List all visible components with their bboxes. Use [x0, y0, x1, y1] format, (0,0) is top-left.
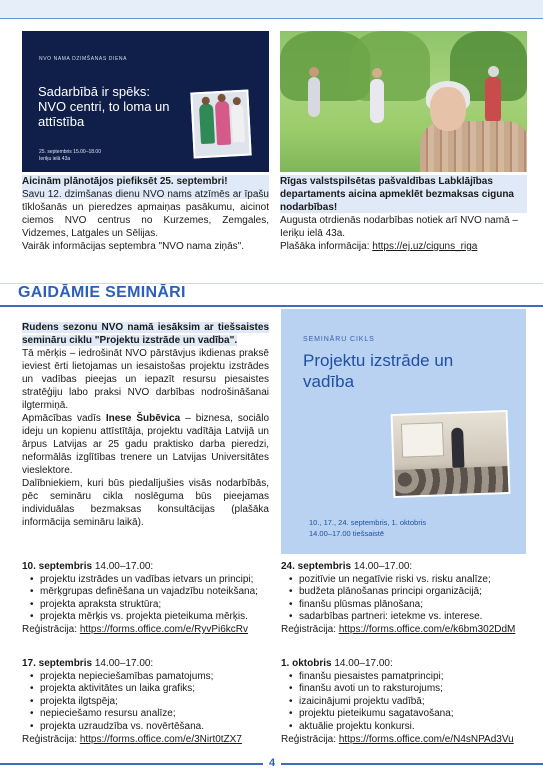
topic-item: • projekta apraksta struktūra;	[22, 599, 272, 612]
event-heading: Aicinām plānotājos piefiksēt 25. septembri!	[22, 176, 228, 187]
session-date: 1. oktobris	[281, 658, 332, 669]
event-banner-image	[22, 31, 269, 172]
section-title: GAIDĀMIE SEMINĀRI	[18, 284, 186, 301]
top-band	[0, 0, 543, 19]
banner-date: 25. septembris 15.00–18.00 Ieriķu ielā 43a	[39, 149, 101, 162]
topic-item: • aktuālie projektu konkursi.	[281, 721, 531, 734]
session-date: 24. septembris	[281, 561, 352, 572]
registration-link[interactable]: https://forms.office.com/e/N4sNPAd3Vu	[338, 733, 514, 745]
qigong-caption	[280, 175, 527, 253]
seminar-intro	[22, 321, 269, 529]
banner-kicker: NVO NAMA DZIMŠANAS DIENA	[39, 56, 128, 62]
qigong-photo	[280, 31, 527, 172]
event-more: Vairāk informācijas septembra "NVO nama ziņās".	[22, 241, 244, 252]
topic-item: • projekta mērķis vs. projekta pieteikuma mērķis.	[22, 611, 272, 624]
seminar-kicker: SEMINĀRU CIKLS	[303, 336, 375, 343]
topic-item: • budžeta plānošanas principi organizācijā;	[281, 586, 531, 599]
event-caption	[22, 175, 269, 253]
intro-consultations: Dalībniekiem, kuri būs piedalījušies visās nodarbībās, pēc semināru cikla noslēguma būs pieejamas individuālas bezmaksas konsultācijas (plašāka informācija semināru laikā).	[22, 478, 269, 528]
event-body: Savu 12. dzimšanas dienu NVO nams atzīmēs ar īpašu tīklošanās un pieredzes apmaiņas pasākumu, aicinot ciemos NVO centrus no Kurzemes, Zemgales, Vidzemes, Latgales un Sēlijas.	[22, 189, 269, 239]
qigong-heading: Rīgas valstspilsētas pašvaldības Labklājības departaments aicina apmeklēt bezmaksas ciguna nodarbības!	[280, 176, 514, 213]
registration-link[interactable]: https://forms.office.com/e/RyvPi6kcRv	[79, 623, 249, 635]
topic-item: • projekta aktivitātes un laika grafiks;	[22, 683, 272, 696]
seminar-photo	[391, 410, 511, 498]
topic-item: • izaicinājumi projektu vadībā;	[281, 696, 531, 709]
topic-item: • mērķgrupas definēšana un vajadzību noteikšana;	[22, 586, 272, 599]
page-number: 4	[263, 756, 281, 770]
topic-item: • finanšu plūsmas plānošana;	[281, 599, 531, 612]
intro-goal: Tā mērķis – iedrošināt NVO pārstāvjus ikdienas praksē ieviest ērti lietojamas un iesaistošas projektu izstrādes un vadības pieejas un iepazīt resursu piesaistes stratēģiju labo praksi NVO darbības nodrošināšanai ilgtermiņā.	[22, 348, 269, 411]
qigong-link[interactable]: https://ej.uz/ciguns_riga	[372, 241, 478, 252]
seminar-banner-image	[281, 309, 526, 554]
registration-link[interactable]: https://forms.office.com/e/k6bm302DdM	[338, 623, 516, 635]
trainer-name: Inese Šubēvica	[105, 413, 181, 424]
seminar-dates: 10., 17., 24. septembris, 1. oktobris 14.00–17.00 tiešsaistē	[309, 518, 427, 538]
session-block-sep24: 24. septembris 14.00–17.00: • pozitīvie un negatīvie riski vs. risku analīze; • budžeta plānošanas principi organizācijā; • finanšu plūsmas plānošana; • sadarbības partneri: ietekme vs. interese. Reģistrācija: https://forms.office.com/e/k6bm302DdM	[281, 561, 531, 637]
intro-trainer: Apmācības vadīs Inese Šubēvica – biznesa, sociālo ideju un kopienu attīstītāja, projektu vadītāja Latvijā un ārpus Latvijas ar 25 gadu praktisko darba pieredzi, neformālās izglītības trenere un Latvijas Universitātes vieslektore.	[22, 413, 270, 476]
session-block-oct1: 1. oktobris 14.00–17.00: • finanšu piesaistes pamatprincipi; • finanšu avoti un to raksturojums; • izaicinājumi projektu vadībā; • projektu pieteikumu sagatavošana; • aktuālie projektu konkursi. Reģistrācija: https://forms.office.com/e/N4sNPAd3Vu	[281, 658, 531, 746]
topic-item: • projektu pieteikumu sagatavošana;	[281, 708, 531, 721]
intro-lead: Rudens sezonu NVO namā iesāksim ar tiešsaistes semināru ciklu "Projektu izstrāde un vadība".	[22, 322, 269, 346]
topic-item: • projekta uzraudzība vs. novērtēšana.	[22, 721, 272, 734]
topic-item: • nepieciešamo resursu analīze;	[22, 708, 272, 721]
topic-item: • projekta nepieciešamības pamatojums;	[22, 671, 272, 684]
registration-link[interactable]: https://forms.office.com/e/3Nirt0tZX7	[79, 733, 242, 745]
topic-item: • projektu izstrādes un vadības ietvars un principi;	[22, 574, 272, 587]
session-date: 17. septembris	[22, 658, 93, 669]
session-block-sep10: 10. septembris 14.00–17.00: • projektu izstrādes un vadības ietvars un principi; • mērķgrupas definēšana un vajadzību noteikšana; • projekta apraksta struktūra; • projekta mērķis vs. projekta pieteikuma mērķis. Reģistrācija: https://forms.office.com/e/RyvPi6kcRv	[22, 561, 272, 637]
session-date: 10. septembris	[22, 561, 93, 572]
section-underline	[0, 305, 543, 307]
seminar-title: Projektu izstrāde un vadība	[303, 351, 454, 391]
session-block-sep17: 17. septembris 14.00–17.00: • projekta nepieciešamības pamatojums; • projekta aktivitātes un laika grafiks; • projekta ilgtspēja; • nepieciešamo resursu analīze; • projekta uzraudzība vs. novērtēšana. Reģistrācija: https://forms.office.com/e/3Nirt0tZX7	[22, 658, 272, 746]
banner-photo	[190, 90, 251, 159]
topic-item: • finanšu avoti un to raksturojums;	[281, 683, 531, 696]
qigong-more-label: Plašāka informācija:	[280, 241, 373, 252]
topic-item: • sadarbības partneri: ietekme vs. interese.	[281, 611, 531, 624]
topic-item: • projekta ilgtspēja;	[22, 696, 272, 709]
qigong-body: Augusta otrdienās nodarbības notiek arī NVO namā – Ieriķu ielā 43a.	[280, 215, 518, 239]
topic-item: • pozitīvie un negatīvie riski vs. risku analīze;	[281, 574, 531, 587]
banner-title: Sadarbībā ir spēks: NVO centri, to loma un attīstība	[38, 84, 170, 129]
topic-item: • finanšu piesaistes pamatprincipi;	[281, 671, 531, 684]
